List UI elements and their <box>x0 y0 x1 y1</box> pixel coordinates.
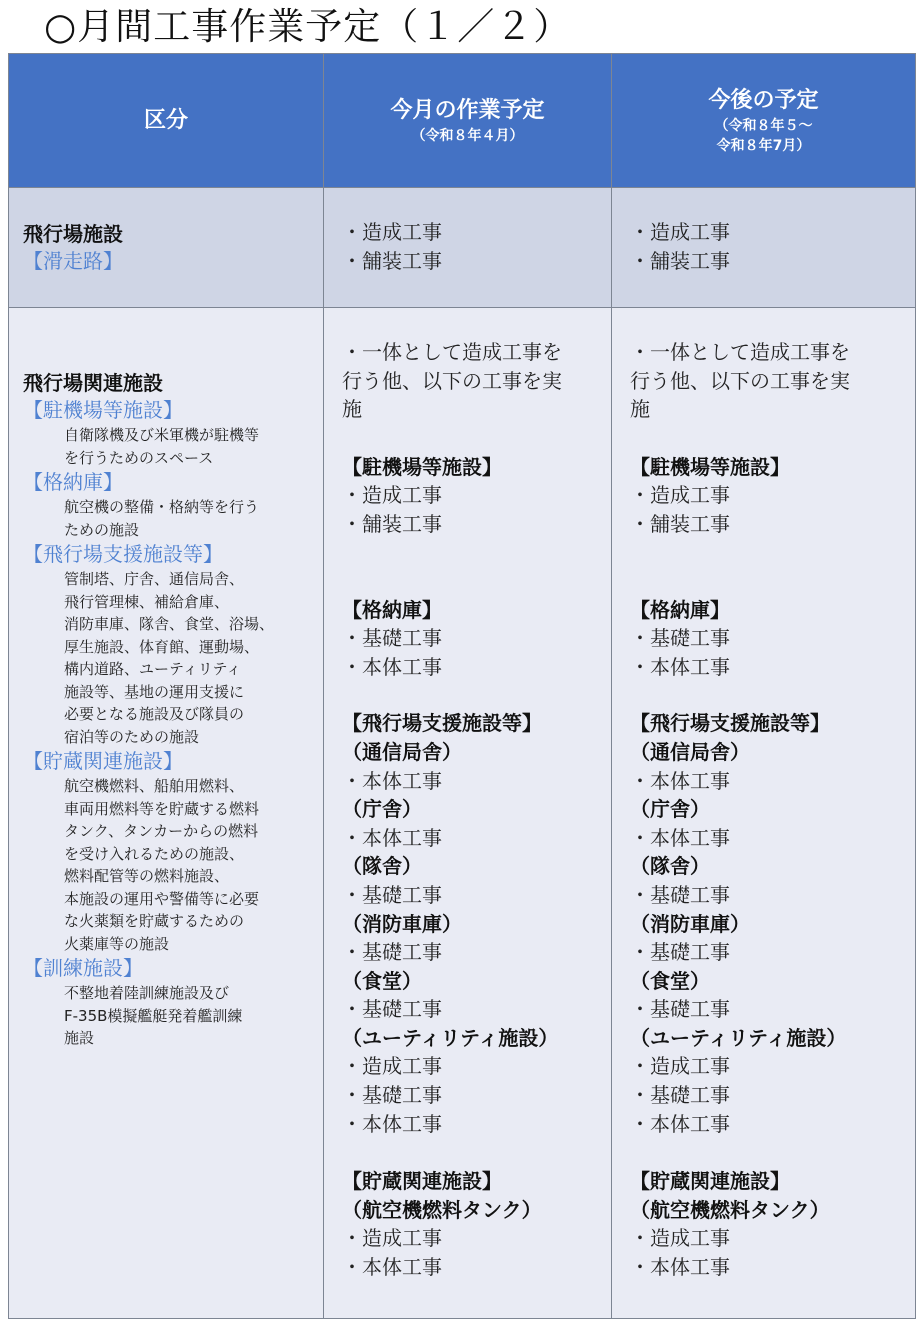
section-heading: 【飛行場支援施設等】 <box>342 711 542 736</box>
intro-line: ・一体として造成工事を <box>342 340 562 364</box>
work-item: ・本体工事 <box>342 654 442 679</box>
page-title: ○月間工事作業予定（１／２） <box>44 5 572 48</box>
intro-line: 行う他、以下の工事を実 <box>342 368 562 393</box>
section-heading: 【格納庫】 <box>342 597 442 622</box>
category-desc: 施設 <box>64 1029 95 1047</box>
category-name: 【駐機場等施設】 <box>23 398 183 422</box>
category-desc: 航空機燃料、船舶用燃料、 <box>64 777 245 795</box>
related-future-cell <box>612 308 916 1319</box>
category-name: 【訓練施設】 <box>23 956 143 980</box>
category-name: 【貯蔵関連施設】 <box>23 749 183 773</box>
airfield-future-cell <box>612 188 916 308</box>
airfield-category-cell <box>9 188 324 308</box>
work-item: ・本体工事 <box>630 1255 730 1280</box>
work-item: ・本体工事 <box>630 654 730 679</box>
category-desc: 航空機の整備・格納等を行う <box>64 498 260 516</box>
section-heading: 【飛行場支援施設等】 <box>630 711 830 736</box>
work-item: ・造成工事 <box>630 220 730 244</box>
related-facilities-label: 飛行場関連施設 <box>23 371 163 395</box>
category-desc: 消防車庫、隊舎、食堂、浴場、 <box>64 615 275 633</box>
subsection-heading: （隊舎） <box>342 854 422 879</box>
subsection-heading: （食堂） <box>342 968 422 993</box>
work-item: ・造成工事 <box>630 483 730 508</box>
header-current-label: 今月の作業予定 <box>390 97 545 123</box>
category-desc: を受け入れるための施設、 <box>64 844 245 863</box>
category-desc: 宿泊等のための施設 <box>64 727 200 746</box>
header-future-period-1: （令和８年５～ <box>714 117 813 134</box>
header-category <box>9 54 324 188</box>
category-desc: 不整地着陸訓練施設及び <box>64 984 230 1002</box>
category-desc: 構内道路、ユーティリティ <box>64 660 242 678</box>
airfield-current-cell <box>324 188 612 308</box>
category-name: 【飛行場支援施設等】 <box>23 542 223 566</box>
subsection-heading: （ユーティリティ施設） <box>630 1025 847 1050</box>
category-desc: F-35B模擬艦艇発着艦訓練 <box>64 1006 243 1025</box>
work-item: ・本体工事 <box>342 825 442 850</box>
intro-line: ・一体として造成工事を <box>630 340 850 364</box>
work-item: ・造成工事 <box>342 1226 442 1251</box>
header-future-period-2: 令和８年7月） <box>716 137 811 154</box>
category-desc: 必要となる施設及び隊員の <box>64 705 245 723</box>
category-desc: 厚生施設、体育館、運動場、 <box>64 637 260 656</box>
category-desc: 自衛隊機及び米軍機が駐機等 <box>64 426 260 444</box>
subsection-heading: （庁舎） <box>342 797 422 822</box>
work-item: ・基礎工事 <box>342 1083 442 1108</box>
section-heading: 【貯蔵関連施設】 <box>630 1169 790 1194</box>
subsection-heading: （通信局舎） <box>342 739 462 764</box>
category-desc: を行うためのスペース <box>64 448 214 467</box>
category-desc: 管制塔、庁舎、通信局舎、 <box>64 570 245 588</box>
category-desc: 飛行管理棟、補給倉庫、 <box>64 592 230 611</box>
category-desc: ための施設 <box>64 520 140 539</box>
work-item: ・本体工事 <box>630 825 730 850</box>
header-category-label: 区分 <box>143 107 188 133</box>
related-category-cell <box>9 308 324 1319</box>
category-name: 【格納庫】 <box>23 470 123 494</box>
work-item: ・本体工事 <box>630 768 730 793</box>
schedule-table <box>8 53 916 1319</box>
section-heading: 【貯蔵関連施設】 <box>342 1169 502 1194</box>
section-heading: 【駐機場等施設】 <box>342 454 502 479</box>
work-item: ・本体工事 <box>342 1255 442 1280</box>
header-current <box>324 54 612 188</box>
work-item: ・基礎工事 <box>342 626 442 651</box>
airfield-label: 飛行場施設 <box>23 222 123 246</box>
subsection-heading: （消防車庫） <box>342 911 462 936</box>
work-item: ・基礎工事 <box>630 940 730 965</box>
category-desc: 車両用燃料等を貯蔵する燃料 <box>64 799 260 818</box>
category-desc: 火薬庫等の施設 <box>64 934 170 953</box>
subsection-heading: （隊舎） <box>630 854 710 879</box>
work-item: ・基礎工事 <box>342 997 442 1022</box>
work-item: ・造成工事 <box>342 1054 442 1079</box>
category-desc: 燃料配管等の燃料施設、 <box>64 867 230 885</box>
category-desc: タンク、タンカーからの燃料 <box>64 822 259 840</box>
header-future <box>612 54 916 188</box>
work-item: ・舗装工事 <box>630 511 730 536</box>
related-facilities-row <box>9 308 916 1319</box>
work-item: ・基礎工事 <box>630 882 730 907</box>
subsection-heading: （航空機燃料タンク） <box>630 1197 830 1222</box>
intro-line: 施 <box>342 397 362 422</box>
work-item: ・基礎工事 <box>630 997 730 1022</box>
work-item: ・本体工事 <box>342 768 442 793</box>
work-item: ・造成工事 <box>630 1226 730 1251</box>
header-row <box>9 54 916 188</box>
category-desc: 施設等、基地の運用支援に <box>64 682 245 701</box>
header-current-period: （令和８年４月） <box>411 127 524 144</box>
work-item: ・舗装工事 <box>630 248 730 273</box>
airfield-row <box>9 188 916 308</box>
work-item: ・造成工事 <box>342 220 442 244</box>
header-future-label: 今後の予定 <box>708 87 819 113</box>
work-item: ・舗装工事 <box>342 511 442 536</box>
work-item: ・基礎工事 <box>342 940 442 965</box>
work-item: ・基礎工事 <box>630 626 730 651</box>
intro-line: 行う他、以下の工事を実 <box>630 368 850 393</box>
work-item: ・舗装工事 <box>342 248 442 273</box>
work-item: ・本体工事 <box>630 1111 730 1136</box>
work-item: ・基礎工事 <box>630 1083 730 1108</box>
work-item: ・造成工事 <box>342 483 442 508</box>
subsection-heading: （庁舎） <box>630 797 710 822</box>
subsection-heading: （通信局舎） <box>630 739 750 764</box>
intro-line: 施 <box>630 397 650 422</box>
subsection-heading: （ユーティリティ施設） <box>342 1025 559 1050</box>
section-heading: 【格納庫】 <box>630 597 730 622</box>
subsection-heading: （航空機燃料タンク） <box>342 1197 542 1222</box>
runway-label: 【滑走路】 <box>23 249 123 273</box>
section-heading: 【駐機場等施設】 <box>630 454 790 479</box>
work-item: ・造成工事 <box>630 1054 730 1079</box>
category-desc: な火薬類を貯蔵するための <box>64 912 245 930</box>
related-current-cell <box>324 308 612 1319</box>
subsection-heading: （消防車庫） <box>630 911 750 936</box>
work-item: ・本体工事 <box>342 1111 442 1136</box>
category-desc: 本施設の運用や警備等に必要 <box>64 889 260 908</box>
work-item: ・基礎工事 <box>342 882 442 907</box>
subsection-heading: （食堂） <box>630 968 710 993</box>
